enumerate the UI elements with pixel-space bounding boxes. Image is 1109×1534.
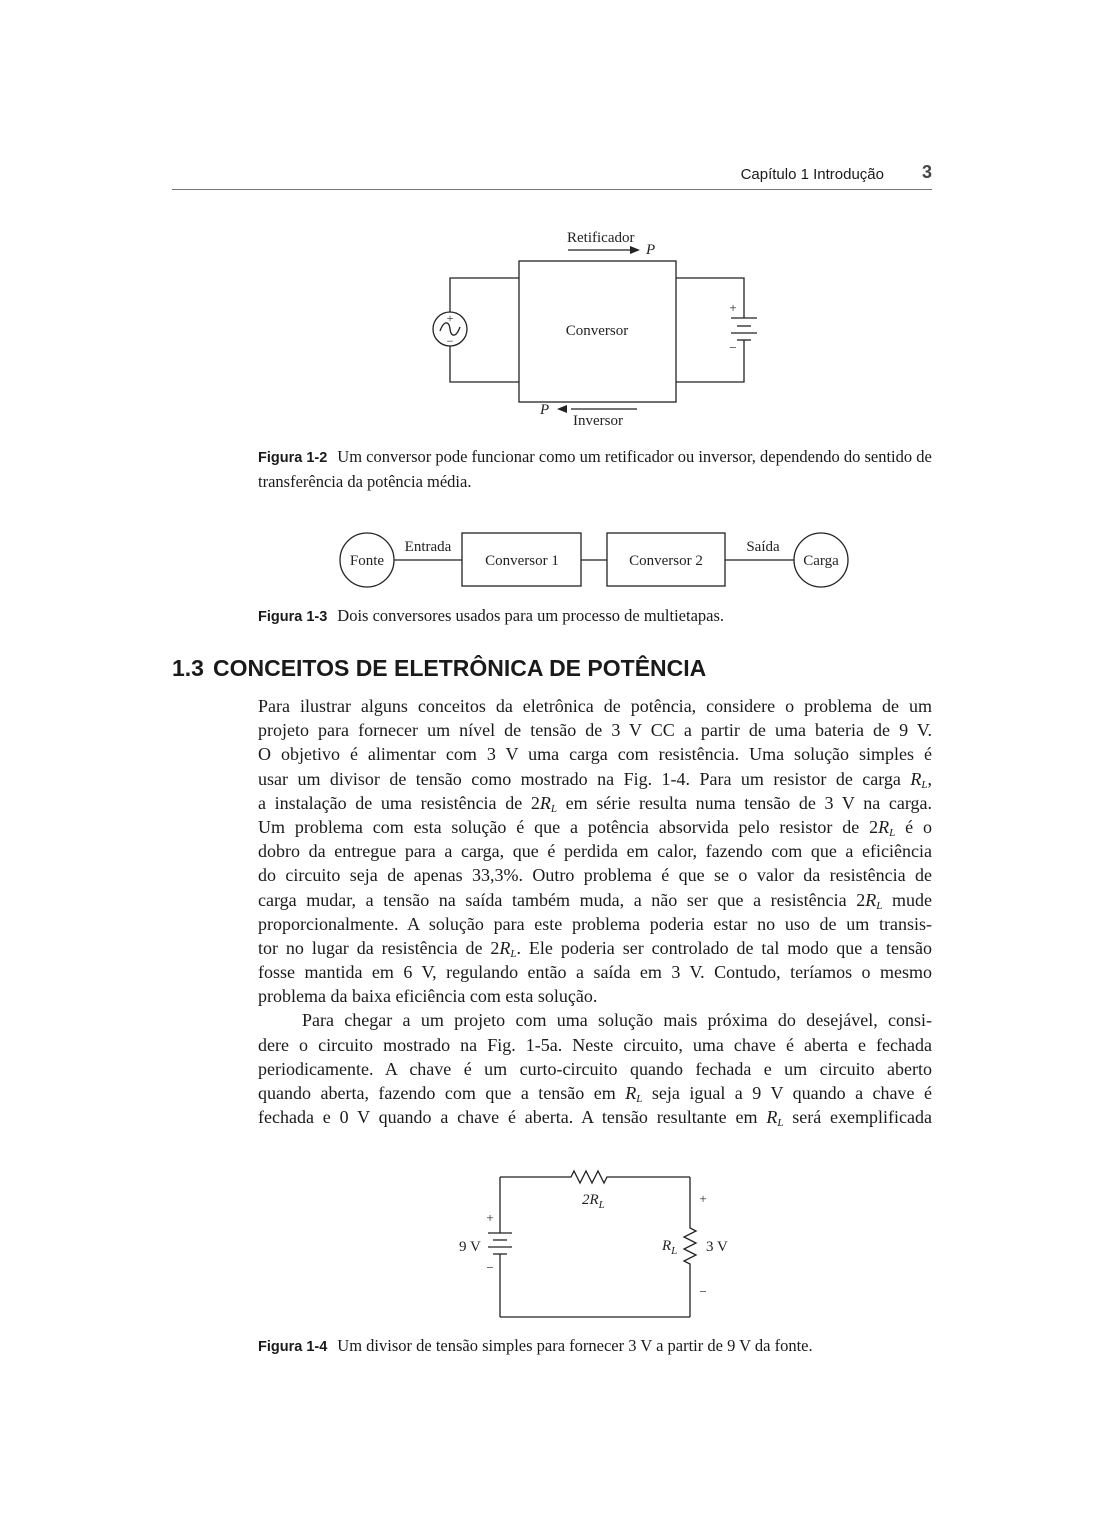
- load-minus-sign: −: [699, 1284, 707, 1299]
- figure-1-4-diagram: [440, 1160, 740, 1325]
- figure-1-4-caption-text: Um divisor de tensão simples para fornecer 3 V a partir de 9 V da fonte.: [337, 1336, 813, 1355]
- output-label: Saída: [746, 539, 780, 555]
- series-resistor-label: $2R_L$: [582, 1192, 605, 1211]
- body-text: [258, 694, 932, 1129]
- symbol-rl: $R_L$: [910, 768, 928, 791]
- load-label: Carga: [803, 553, 839, 569]
- text-line: problema da baixa eficiência com esta solução.: [258, 986, 598, 1007]
- figure-1-4-label: Figura 1-4: [258, 1339, 328, 1355]
- chapter-title: Capítulo 1 Introdução: [740, 166, 884, 183]
- text-line: Um problema com esta solução é que a potência absorvida pelo resistor de $2R_L$ é o: [258, 816, 932, 839]
- ac-plus-sign: +: [446, 311, 454, 325]
- text-line: fosse mantida em 6 V, regulando então a saída em 3 V. Contudo, teríamos o mesmo: [258, 962, 932, 983]
- ac-minus-sign: −: [446, 334, 454, 348]
- text-line: fechada e 0 V quando a chave é aberta. A tensão resultante em $R_L$ será exemplificada: [258, 1107, 932, 1130]
- converter-2-label: Conversor 2: [629, 553, 703, 569]
- symbol-rl: $R_L$: [865, 889, 883, 912]
- text-line: dobro da entregue para a carga, que é perdida em calor, fazendo com que a eficiência: [258, 841, 932, 862]
- inverter-arrowhead: [557, 405, 567, 413]
- figure-1-2-diagram: [420, 222, 770, 437]
- rectifier-label: Retificador: [567, 230, 635, 246]
- figure-1-2-label: Figura 1-2: [258, 450, 328, 466]
- text-line: dere o circuito mostrado na Fig. 1-5a. Neste circuito, uma chave é aberta e fechada: [258, 1034, 932, 1055]
- symbol-rl: $R_L$: [766, 1107, 784, 1130]
- section-title: CONCEITOS DE ELETRÔNICA DE POTÊNCIA: [212, 655, 707, 681]
- symbol-rl: $R_L$: [625, 1083, 643, 1105]
- section-heading: [172, 655, 706, 682]
- series-resistor-2rl: [500, 1171, 690, 1183]
- figure-1-3-diagram: [335, 528, 855, 596]
- text-line: a instalação de uma resistência de $2R_L$ em série resulta numa tensão de 3 V na carga.: [258, 792, 932, 815]
- text-line: quando aberta, fazendo com que a tensão em $R_L$ seja igual a 9 V quando a chave é: [258, 1083, 932, 1105]
- figure-1-3-caption-text: Dois conversores usados para um processo de multietapas.: [337, 606, 725, 625]
- battery-plus-sign: +: [729, 300, 737, 315]
- inverter-label: Inversor: [573, 413, 623, 429]
- left-bottom-wire: [450, 346, 519, 382]
- text-line: Para chegar a um projeto com uma solução mais próxima do desejável, consi-: [302, 1010, 932, 1031]
- battery-minus-sign: −: [729, 340, 737, 355]
- symbol-rl: $R_L$: [878, 816, 896, 839]
- text-line: projeto para fornecer um nível de tensão de 3 V CC a partir de uma bateria de 9 V.: [258, 720, 932, 741]
- load-resistor-label: $R_L$: [662, 1238, 678, 1257]
- figure-1-3-label: Figura 1-3: [258, 609, 328, 625]
- symbol-rl: $R_L$: [539, 792, 557, 815]
- figure-1-2-caption-text: Um conversor pode funcionar como um retificador ou inversor, dependendo do sentido de transferência da potência média.: [258, 447, 932, 491]
- figure-1-3-caption: [258, 604, 932, 629]
- text-line: tor no lugar da resistência de $2R_L$. Ele poderia ser controlado de tal modo que a tensão: [258, 937, 932, 960]
- power-label-top: P: [646, 242, 656, 258]
- paragraph-2: [258, 1008, 932, 1129]
- load-plus-sign: +: [699, 1191, 707, 1206]
- text-line: carga mudar, a tensão na saída também muda, a não ser que a resistência $2R_L$ mude: [258, 889, 932, 912]
- figure-1-4-caption: [258, 1334, 932, 1359]
- text-line: periodicamente. A chave é um curto-circuito quando fechada e um circuito aberto: [258, 1058, 932, 1079]
- rectifier-arrowhead: [630, 246, 640, 254]
- text-line: proporcionalmente. A solução para este problema poderia estar no uso de um transis-: [258, 913, 932, 934]
- load-voltage-label: 3 V: [706, 1239, 728, 1255]
- source-voltage-label: 9 V: [459, 1239, 481, 1255]
- source-minus-sign: −: [486, 1260, 494, 1275]
- section-number: 1.3: [172, 655, 204, 681]
- power-label-bottom: P: [540, 402, 550, 418]
- text-line: O objetivo é alimentar com 3 V uma carga com resistência. Uma solução simples é: [258, 744, 932, 765]
- text-line: usar um divisor de tensão como mostrado na Fig. 1-4. Para um resistor de carga $R_L$,: [258, 768, 932, 791]
- running-head: [172, 162, 932, 188]
- symbol-rl: $R_L$: [499, 937, 517, 960]
- text-line: do circuito seja de apenas 33,3%. Outro problema é que se o valor da resistência de: [258, 865, 932, 886]
- figure-1-2-caption: [258, 445, 932, 493]
- source-plus-sign: +: [486, 1210, 494, 1225]
- text-line: Para ilustrar alguns conceitos da eletrônica de potência, considere o problema de um: [258, 696, 932, 716]
- left-top-wire: [450, 278, 519, 312]
- load-resistor-rl: [684, 1177, 696, 1317]
- source-label: Fonte: [349, 553, 385, 569]
- converter-label: Conversor: [565, 323, 629, 339]
- input-label: Entrada: [404, 539, 452, 555]
- page-number: 3: [921, 162, 932, 182]
- header-rule: [172, 189, 932, 190]
- converter-1-label: Conversor 1: [485, 553, 559, 569]
- paragraph-1: [258, 694, 932, 1008]
